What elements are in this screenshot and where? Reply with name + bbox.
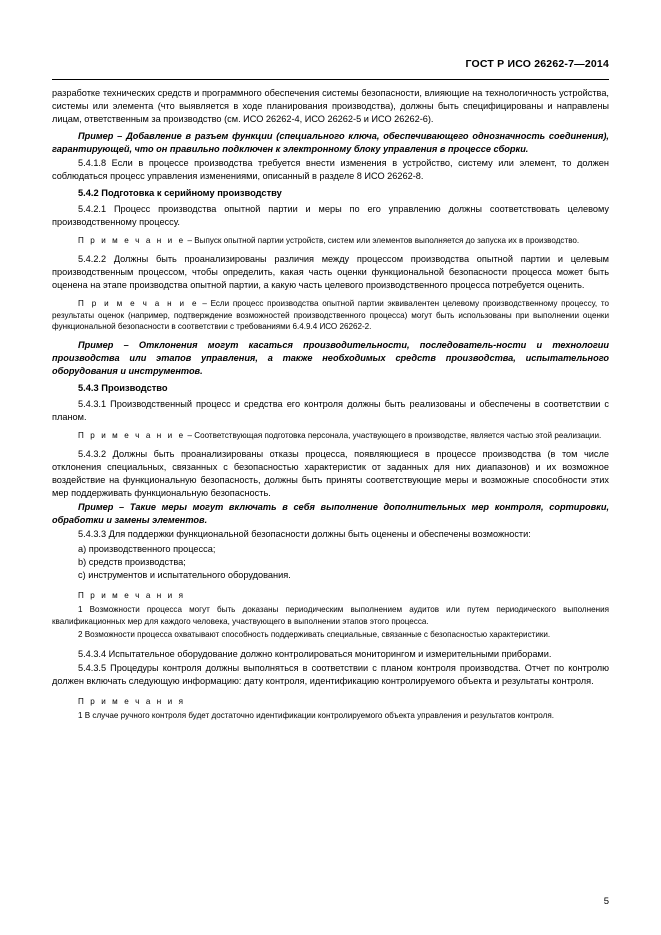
header-divider — [52, 79, 609, 80]
example-note-2: Пример – Отклонения могут касаться производительности, последователь-ности и технологии производства или этапов управления, а также необходимых средств производства, испытательного оборудования и инструментов. — [52, 340, 609, 377]
note-label: П р и м е ч а н и е — [78, 299, 199, 309]
note-item: 1 В случае ручного контроля будет достаточно идентификации контролируемого объекта управления и результатов контроля. — [78, 711, 554, 721]
note-item: 1 Возможности процесса могут быть доказаны периодическим выполнением аудитов или путем периодического выполнения квалификационных мер для каждого человека, участвующего в выполнении этапов этого процесса. — [52, 605, 609, 626]
notes-heading: П р и м е ч а н и я — [78, 696, 186, 706]
page-header: ГОСТ Р ИСО 26262-7—2014 — [465, 58, 609, 70]
clause-5-4-2-1: 5.4.2.1 Процесс производства опытной партии и меры по его управлению должны соответствовать целевому производственному процессу. — [52, 203, 609, 227]
clause-5-4-3-5: 5.4.3.5 Процедуры контроля должны выполняться в соответствии с планом контроля производства. Отчет по контролю должен включать следующую информацию: дату контроля, идентификацию контролируемого объекта и результаты контроля. — [52, 662, 609, 686]
note-text: – Выпуск опытной партии устройств, систем или элементов выполняется до запуска их в производство. — [185, 235, 580, 245]
note-5-4-2-2 — [52, 298, 609, 332]
subheading-5-4-2: 5.4.2 Подготовка к серийному производству — [78, 188, 282, 199]
clause-5-4-1-8: 5.4.1.8 Если в процессе производства требуется внести изменения в устройство, систему или элемент, то должен соблюдаться процесс управления изменениями, описанный в разделе 8 ИСО 26262-8. — [52, 158, 609, 182]
clause-5-4-3-3: 5.4.3.3 Для поддержки функциональной безопасности должны быть оценены и обеспечены возможности: — [78, 529, 531, 540]
example-note-1: Пример – Добавление в разъем функции (специального ключа, обеспечивающего однозначность соединения), гарантирующей, что он правильно подключен к электронному блоку управления в процессе сборки. — [52, 131, 609, 155]
note-item: 2 Возможности процесса охватывают способность поддерживать специальные, связанные с безопасностью характеристики. — [78, 630, 551, 640]
example-note-3: Пример – Такие меры могут включать в себя выполнение дополнительных мер контроля, сортировки, обработки и замены элементов. — [52, 502, 609, 526]
page-number: 5 — [603, 896, 609, 907]
note-label: П р и м е ч а н и е — [78, 430, 186, 440]
document-body — [52, 87, 609, 722]
list-item: c) инструментов и испытательного оборудования. — [78, 569, 291, 580]
list-item: b) средств производства; — [78, 556, 186, 567]
clause-5-4-3-4: 5.4.3.4 Испытательное оборудование должно контролироваться мониторингом и измерительными приборами. — [78, 648, 552, 659]
notes-heading: П р и м е ч а н и я — [78, 590, 186, 600]
note-5-4-2-1 — [52, 235, 609, 246]
clause-5-4-2-2: 5.4.2.2 Должны быть проанализированы различия между процессом производства опытной партии и целевым производственным процессом, чтобы определить, какая часть оценки функциональной безопасности процесса может быть оценена на этапе производства опытной партии, а какую часть целевого производственного процесса потребуется оценить. — [52, 254, 609, 291]
paragraph-continuation: разработке технических средств и программного обеспечения системы безопасности, влияющие на технологичность устройства, системы или элемента (что выявляется в ходе планирования производства), должны быть специфицированы и направлены лицам, ответственным за производство (см. ИСО 26262-4, ИСО 26262-5 и ИСО 26262-6). — [52, 88, 609, 125]
note-label: П р и м е ч а н и е — [78, 235, 186, 245]
list-item: a) производственного процесса; — [78, 543, 216, 554]
note-text: – Соответствующая подготовка персонала, участвующего в производстве, является частью этой реализации. — [185, 430, 602, 440]
note-text: – Если процесс производства опытной партии эквивалентен целевому производственному процессу, то результаты оценок (например, подтверждение возможностей производственного процесса) могут быть использованы при выполнении оценки функциональной безопасности в соответствии с требованиями 6.4.9.4 ИСО 26262-2. — [52, 299, 609, 331]
clause-5-4-3-1: 5.4.3.1 Производственный процесс и средства его контроля должны быть реализованы и обеспечены в соответствии с планом. — [52, 398, 609, 422]
note-5-4-3-1 — [52, 430, 609, 441]
clause-5-4-3-2: 5.4.3.2 Должны быть проанализированы отказы процесса, появляющиеся в процессе производства (в том числе отклонения специальных, связанных с безопасностью характеристик от заданных для них диапазонов) и их возможное воздействие на функциональную безопасность, должны быть приняты соответствующие меры и возможные способности этих мер поддерживать функциональную безопасность. — [52, 449, 609, 499]
subheading-5-4-3: 5.4.3 Производство — [78, 383, 168, 394]
